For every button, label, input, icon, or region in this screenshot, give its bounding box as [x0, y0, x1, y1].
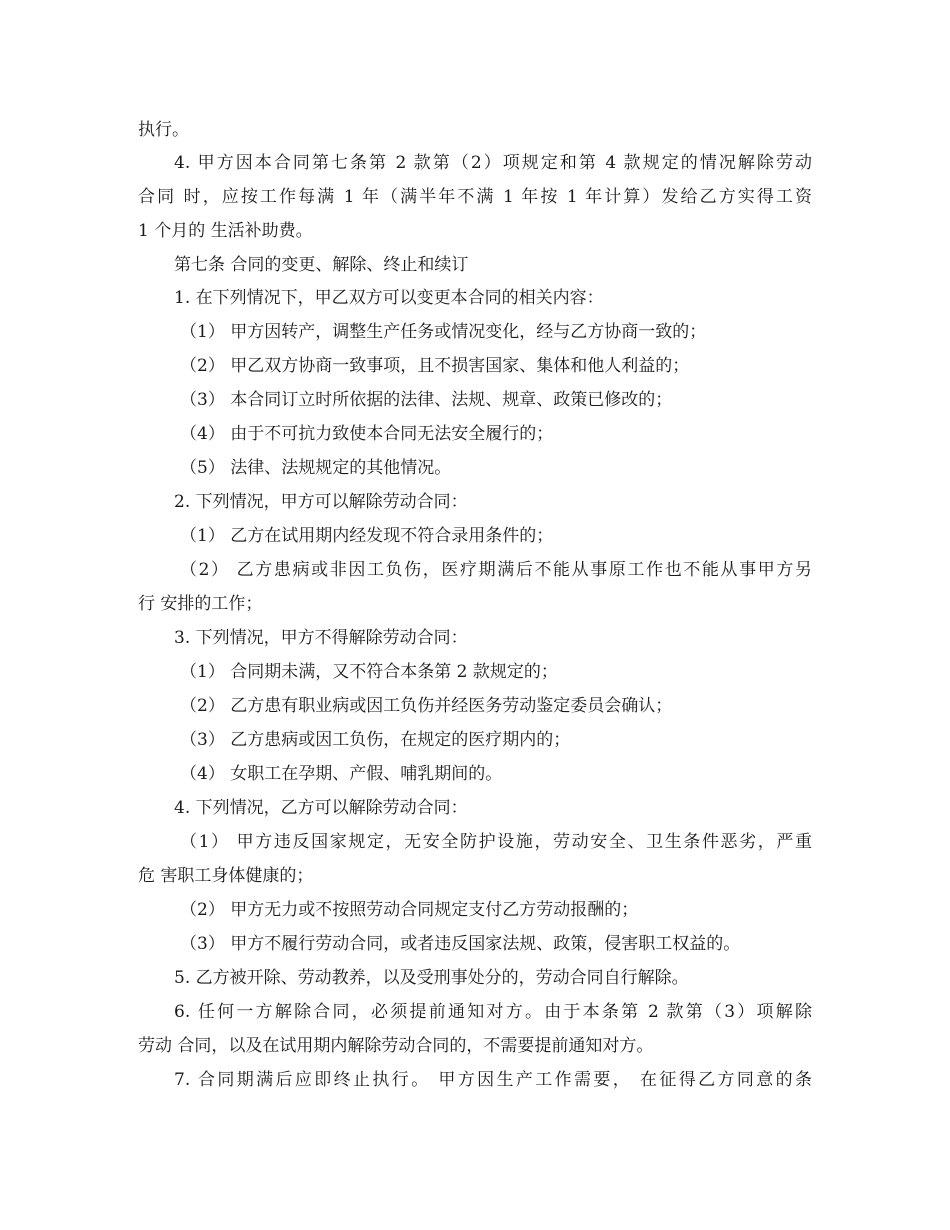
list-item: （2） 甲乙双方协商一致事项，且不损害国家、集体和他人利益的；	[180, 356, 690, 376]
list-item: （3） 本合同订立时所依据的法律、法规、规章、政策已修改的；	[180, 390, 673, 410]
list-item: （1） 甲方违反国家规定，无安全防护设施，劳动安全、卫生条件恶劣，严重	[180, 832, 812, 852]
list-item: （2） 甲方无力或不按照劳动合同规定支付乙方劳动报酬的；	[180, 900, 639, 920]
list-item: （3） 甲方不履行劳动合同，或者违反国家法规、政策，侵害职工权益的。	[180, 934, 741, 954]
text-line: 4. 下列情况，乙方可以解除劳动合同：	[174, 798, 468, 818]
text-line: 合同 时，应按工作每满 1 年（满半年不满 1 年按 1 年计算）发给乙方实得工资	[138, 187, 812, 207]
text-line: 2. 下列情况，甲方可以解除劳动合同：	[174, 492, 468, 512]
text-line: 1. 在下列情况下，甲乙双方可以变更本合同的相关内容：	[174, 288, 604, 308]
list-item: （1） 乙方在试用期内经发现不符合录用条件的；	[180, 526, 554, 546]
text-line: 执行。	[138, 120, 189, 140]
list-item: （1） 合同期未满，又不符合本条第 2 款规定的；	[180, 662, 558, 682]
list-item: （1） 甲方因转产，调整生产任务或情况变化，经与乙方协商一致的；	[180, 322, 707, 342]
text-line: 4. 甲方因本合同第七条第 2 款第（2）项规定和第 4 款规定的情况解除劳动	[174, 153, 812, 173]
list-item: （4） 女职工在孕期、产假、哺乳期间的。	[180, 764, 503, 784]
list-item: （4） 由于不可抗力致使本合同无法安全履行的；	[180, 424, 554, 444]
text-line: 1 个月的 生活补助费。	[138, 221, 313, 241]
list-item: （5） 法律、法规规定的其他情况。	[180, 458, 452, 478]
text-line: 3. 下列情况，甲方不得解除劳动合同：	[174, 628, 468, 648]
section-heading: 第七条 合同的变更、解除、终止和续订	[174, 255, 469, 275]
text-line: 6. 任何一方解除合同，必须提前通知对方。由于本条第 2 款第（3）项解除	[174, 1002, 812, 1022]
text-line: 5. 乙方被开除、劳动教养，以及受刑事处分的，劳动合同自行解除。	[174, 968, 689, 988]
list-item: （2） 乙方患有职业病或因工负伤并经医务劳动鉴定委员会确认；	[180, 696, 673, 716]
list-item: （2） 乙方患病或非因工负伤，医疗期满后不能从事原工作也不能从事甲方另	[180, 560, 812, 580]
text-line: 危 害职工身体健康的；	[138, 866, 314, 886]
text-line: 7. 合同期满后应即终止执行。 甲方因生产工作需要， 在征得乙方同意的条	[174, 1070, 812, 1090]
list-item: （3） 乙方患病或因工负伤，在规定的医疗期内的；	[180, 730, 571, 750]
text-line: 劳动 合同，以及在试用期内解除劳动合同的，不需要提前通知对方。	[138, 1036, 654, 1056]
text-line: 行 安排的工作；	[138, 594, 263, 614]
